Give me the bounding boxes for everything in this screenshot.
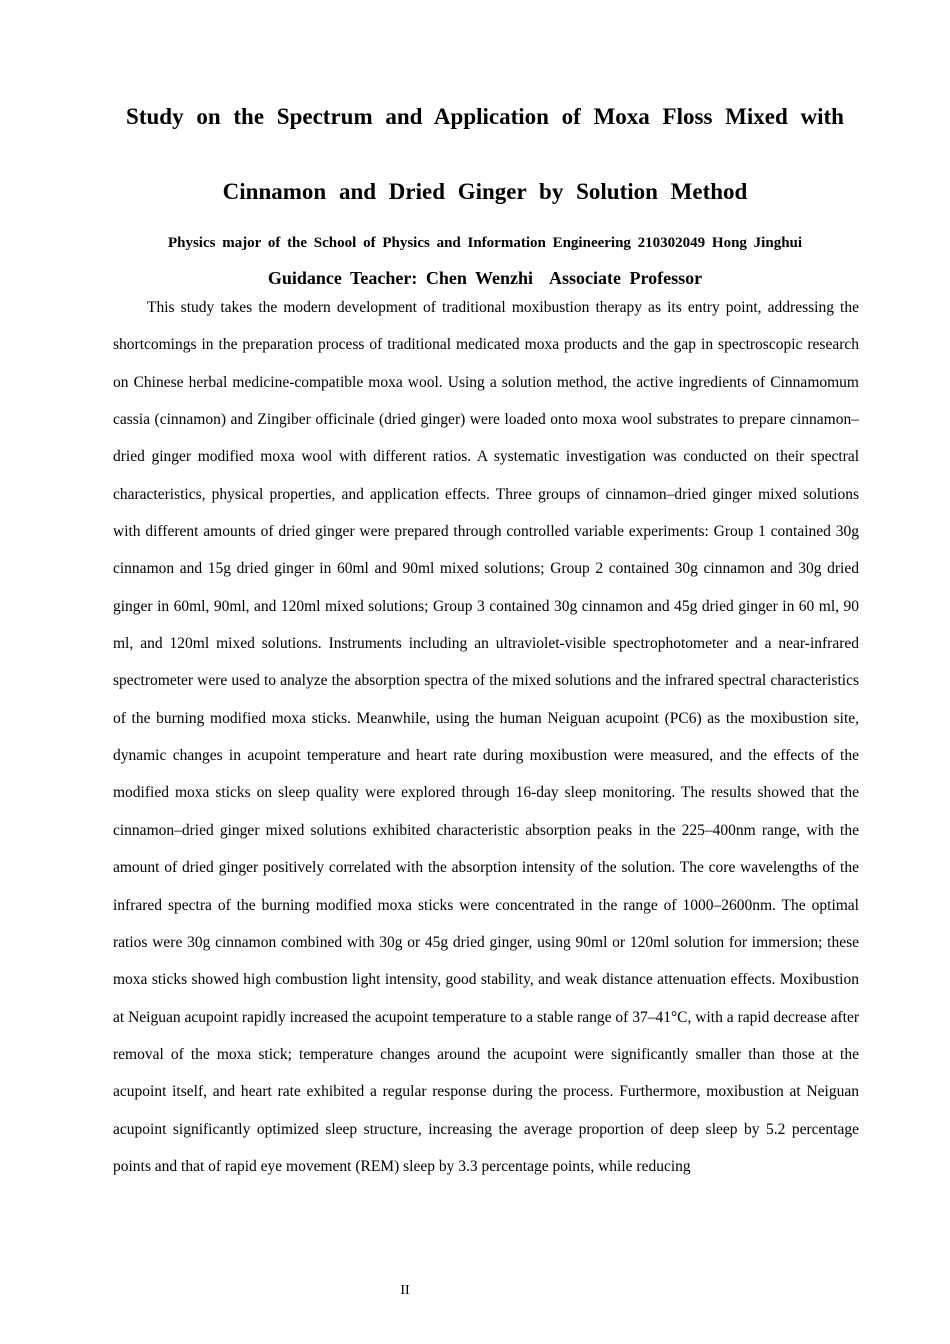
paper-title-line-1: Study on the Spectrum and Application of Moxa Floss Mixed with (126, 104, 844, 129)
abstract-paragraph: This study takes the modern development of traditional moxibustion therapy as its entry point, addressing the shortcomings in the preparation process of traditional medicated moxa products and the gap in spectroscopic research on Chinese herbal medicine-compatible moxa wool. Using a solution method, the active ingredients of Cinnamomum cassia (cinnamon) and Zingiber officinale (dried ginger) were loaded onto moxa wool substrates to prepare cinnamon–dried ginger modified moxa wool with different ratios. A systematic investigation was conducted on their spectral characteristics, physical properties, and application effects. Three groups of cinnamon–dried ginger mixed solutions with different amounts of dried ginger were prepared through controlled variable experiments: Group 1 contained 30g cinnamon and 15g dried ginger in 60ml and 90ml mixed solutions; Group 2 contained 30g cinnamon and 30g dried ginger in 60ml, 90ml, and 120ml mixed solutions; Group 3 contained 30g cinnamon and 45g dried ginger in 60 ml, 90 ml, and 120ml mixed solutions. Instruments including an ultraviolet-visible spectrophotometer and a near-infrared spectrometer were used to analyze the absorption spectra of the mixed solutions and the infrared spectral characteristics of the burning modified moxa sticks. Meanwhile, using the human Neiguan acupoint (PC6) as the moxibustion site, dynamic changes in acupoint temperature and heart rate during moxibustion were measured, and the effects of the modified moxa sticks on sleep quality were explored through 16-day sleep monitoring. The results showed that the cinnamon–dried ginger mixed solutions exhibited characteristic absorption peaks in the 225–400nm range, with the amount of dried ginger positively correlated with the absorption intensity of the solution. The core wavelengths of the infrared spectra of the burning modified moxa sticks were concentrated in the range of 1000–2600nm. The optimal ratios were 30g cinnamon combined with 30g or 45g dried ginger, using 90ml or 120ml solution for immersion; these moxa sticks showed high combustion light intensity, good stability, and weak distance attenuation effects. Moxibustion at Neiguan acupoint rapidly increased the acupoint temperature to a stable range of 37–41°C, with a rapid decrease after removal of the moxa stick; temperature changes around the acupoint were significantly smaller than those at the acupoint itself, and heart rate exhibited a regular response during the process. Furthermore, moxibustion at Neiguan acupoint significantly optimized sleep structure, increasing the average proportion of deep sleep by 5.2 percentage points and that of rapid eye movement (REM) sleep by 3.3 percentage points, while reducing (113, 299, 859, 1175)
page-number: II (400, 1283, 410, 1298)
author-affiliation: Physics major of the School of Physics and Information Engineering 210302049 Hong Jinghui (167, 235, 803, 251)
guidance-teacher: Guidance Teacher: Chen Wenzhi Associate Professor (267, 268, 703, 288)
paper-title-line-2: Cinnamon and Dried Ginger by Solution Method (222, 179, 748, 204)
